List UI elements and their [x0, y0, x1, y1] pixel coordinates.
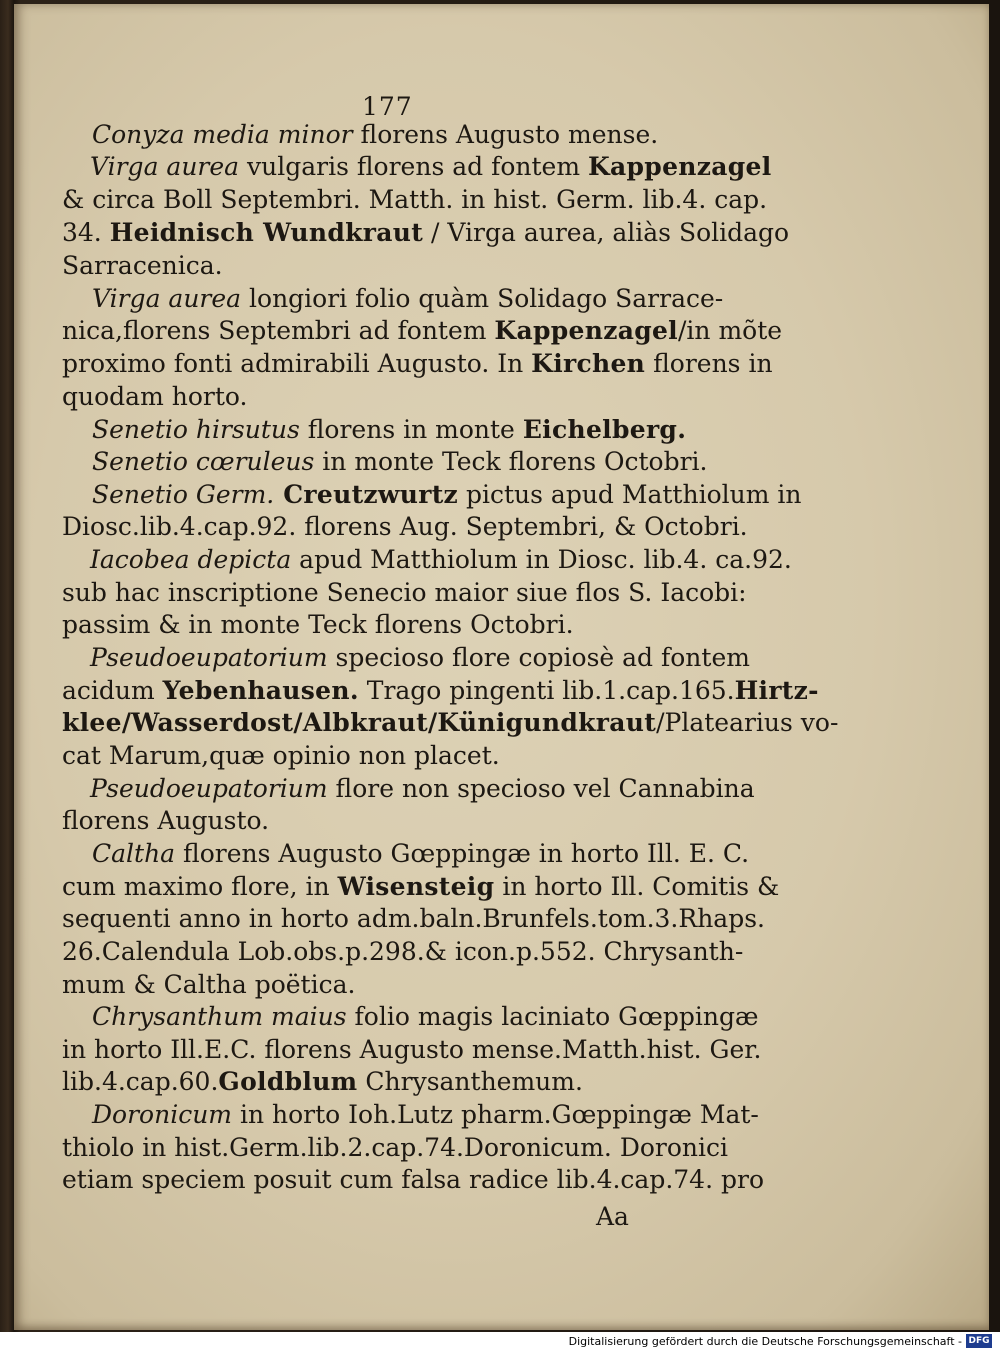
text-line: florens Augusto. [62, 806, 270, 835]
text-line: nica,florens Septembri ad fontem Kappenzagel/in mõte [62, 316, 783, 345]
text-line: Chrysanthum maius folio magis laciniato Gœppingæ [92, 1002, 759, 1031]
text-line: Pseudoeupatorium specioso flore copiosè ad fontem [90, 643, 750, 672]
text-line: Iacobea depicta apud Matthiolum in Diosc. lib.4. ca.92. [90, 545, 792, 574]
text-line: Virga aurea longiori folio quàm Solidago Sarrace- [92, 284, 724, 313]
text-line: acidum Yebenhausen. Trago pingenti lib.1.cap.165.Hirtz- [62, 676, 819, 705]
text-line: cat Marum,quæ opinio non placet. [62, 741, 500, 770]
text-line: Conyza media minor florens Augusto mense. [92, 120, 659, 149]
text-line: sub hac inscriptione Senecio maior siue flos S. Iacobi: [62, 578, 747, 607]
text-line: Doronicum in horto Ioh.Lutz pharm.Gœppingæ Mat- [92, 1100, 759, 1129]
text-line: 26.Calendula Lob.obs.p.298.& icon.p.552. Chrysanth- [62, 937, 744, 966]
text-line: sequenti anno in horto adm.baln.Brunfels.tom.3.Rhaps. [62, 904, 765, 933]
text-line: cum maximo flore, in Wisensteig in horto Ill. Comitis & [62, 872, 780, 901]
text-line: Virga aurea vulgaris florens ad fontem Kappenzagel [90, 152, 772, 181]
text-line: & circa Boll Septembri. Matth. in hist. Germ. lib.4. cap. [62, 185, 768, 214]
text-line: Senetio hirsutus florens in monte Eichelberg. [92, 415, 687, 444]
text-line: in horto Ill.E.C. florens Augusto mense.Matth.hist. Ger. [62, 1035, 762, 1064]
text-line: Diosc.lib.4.cap.92. florens Aug. Septembri, & Octobri. [62, 512, 748, 541]
text-line: klee/Wasserdost/Albkraut/Künigundkraut/Platearius vo- [62, 708, 839, 737]
book-page [14, 4, 989, 1330]
text-line: lib.4.cap.60.Goldblum Chrysanthemum. [62, 1067, 583, 1096]
text-line: thiolo in hist.Germ.lib.2.cap.74.Doronicum. Doronici [62, 1133, 729, 1162]
text-line: etiam speciem posuit cum falsa radice lib.4.cap.74. pro [62, 1165, 764, 1194]
text-line: Sarracenica. [62, 251, 223, 280]
text-line: 34. Heidnisch Wundkraut / Virga aurea, aliàs Solidago [62, 218, 790, 247]
text-line: proximo fonti admirabili Augusto. In Kirchen florens in [62, 349, 773, 378]
text-line: passim & in monte Teck florens Octobri. [62, 610, 574, 639]
text-line: Pseudoeupatorium flore non specioso vel Cannabina [90, 774, 755, 803]
digitization-footer [0, 1332, 1000, 1353]
text-line: Senetio Germ. Creutzwurtz pictus apud Matthiolum in [92, 480, 802, 509]
text-line: Senetio cœruleus in monte Teck florens Octobri. [92, 447, 708, 476]
text-line: mum & Caltha poëtica. [62, 970, 356, 999]
text-line: quodam horto. [62, 382, 248, 411]
page-number: 177 [362, 92, 413, 121]
funding-credit: Digitalisierung gefördert durch die Deutsche Forschungsgemeinschaft - [568, 1335, 962, 1348]
catchword: Aa [596, 1202, 629, 1231]
text-line: Caltha florens Augusto Gœppingæ in horto Ill. E. C. [92, 839, 750, 868]
page-text [14, 4, 989, 1330]
dfg-logo: DFG [966, 1334, 992, 1348]
